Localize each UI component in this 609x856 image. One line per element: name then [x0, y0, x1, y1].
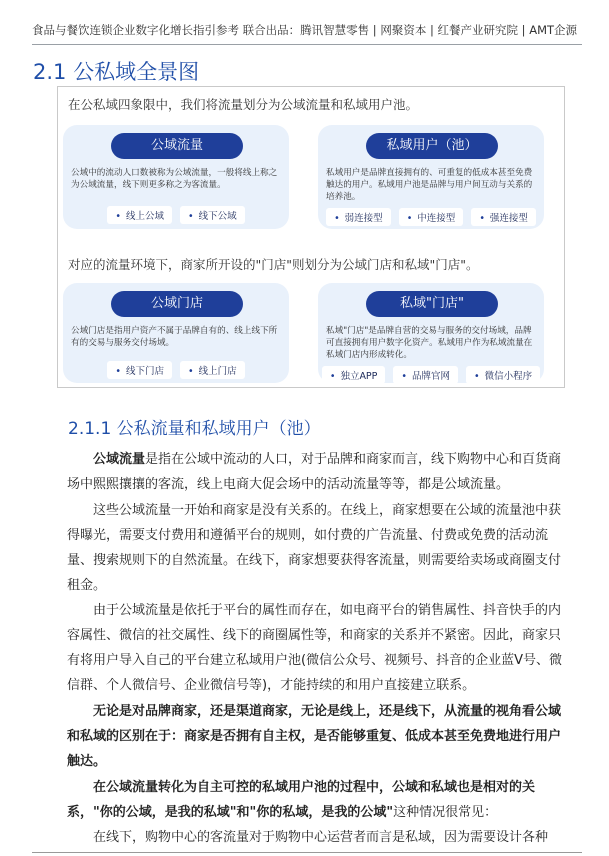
- paragraph-text: 这种情况很常见：: [393, 805, 498, 820]
- tag-item: • 强连接型: [471, 208, 536, 226]
- card-description: 公域门店是指用户资产不属于品牌自有的、线上线下所有的交易与服务交付场域。: [71, 326, 278, 348]
- paragraph-3: 由于公域流量是依托于平台的属性而存在，如电商平台的销售属性、抖音快手的内容属性、微信的社交属性、线下的商圈属性等，和商家的关系并不紧密。因此，商家只有将用户导入自己的平台建立私域用户池(微信公众号、视频号、抖音的企业蓝V号、微信群、个人微信号、企业微信号等)，才能持续的和用户直接建立联系。: [67, 603, 562, 693]
- paragraph-2: 这些公域流量一开始和商家是没有关系的。在线上，商家想要在公域的流量池中获得曝光，需要支付费用和遵循平台的规则，如付费的广告流量、付费或免费的活动流量、搜索规则下的自然流量。在线下，商家想要获得客流量，则需要给卖场或商圈支付租金。: [67, 503, 562, 593]
- tag-item: • 线上门店: [180, 361, 245, 379]
- header-divider: [32, 44, 582, 45]
- tag-item: • 独立APP: [322, 366, 386, 384]
- paragraph-6: 在线下，购物中心的客流量对于购物中心运营者而言是私域，因为需要设计各种: [93, 830, 549, 845]
- tag-item: • 线上公域: [107, 206, 172, 224]
- card-tags: [318, 366, 544, 384]
- section-title: 2.1 公私域全景图: [33, 60, 200, 84]
- subsection-title: 2.1.1 公私流量和私域用户（池）: [68, 419, 321, 439]
- card-title: 私域用户（池）: [366, 133, 498, 159]
- paragraph-text: 是指在公域中流动的人口，对于品牌和商家而言，线下购物中心和百货商场中熙熙攘攘的客流，线上电商大促会场中的活动流量等等，都是公域流量。: [67, 452, 562, 492]
- tag-item: • 线下门店: [107, 361, 172, 379]
- card-public-traffic: [63, 125, 289, 229]
- card-tags: [318, 208, 544, 226]
- emphasis-bold: 在公域流量转化为自主可控的私域用户池的过程中，公域和私域也是相对的关系，"你的公域，是我的私域"和"你的私域，是我的公域": [67, 780, 536, 820]
- tag-item: • 线下公域: [180, 206, 245, 224]
- card-public-store: [63, 283, 289, 383]
- card-private-users: [318, 125, 544, 229]
- card-title: 公域流量: [111, 133, 243, 159]
- intro-text-1: 在公私域四象限中，我们将流量划分为公域流量和私域用户池。: [68, 97, 419, 112]
- tag-item: • 弱连接型: [326, 208, 391, 226]
- card-private-store: [318, 283, 544, 383]
- card-title: 公域门店: [111, 291, 243, 317]
- tag-item: • 品牌官网: [393, 366, 458, 384]
- tag-item: • 微信小程序: [466, 366, 540, 384]
- card-tags: [63, 361, 289, 379]
- term-bold: 公域流量: [93, 452, 146, 467]
- card-description: 公域中的流动人口数被称为公域流量，一般将线上称之为公域流量，线下则更多称之为客流量。: [71, 168, 278, 190]
- paragraph-5: [67, 775, 572, 825]
- card-description: 私域"门店"是品牌自营的交易与服务的交付场域，品牌可直接拥有用户数字化资产。私域用户作为私域流量在私域门店内形成转化。: [326, 326, 533, 360]
- card-tags: [63, 206, 289, 224]
- intro-text-2: 对应的流量环境下，商家所开设的"门店"则划分为公域门店和私域"门店"。: [68, 257, 479, 272]
- paragraph-4: 无论是对品牌商家，还是渠道商家，无论是线上，还是线下，从流量的视角看公域和私域的区别在于：商家是否拥有自主权，是否能够重复、低成本甚至免费地进行用户触达。: [67, 704, 562, 769]
- card-description: 私域用户是品牌直接拥有的、可重复的低成本甚至免费触达的用户。私域用户池是品牌与用户间互动与关系的培养池。: [326, 168, 533, 202]
- paragraph-1: [67, 447, 572, 497]
- bottom-divider: [32, 852, 582, 853]
- card-title: 私域"门店": [366, 291, 498, 317]
- tag-item: • 中连接型: [399, 208, 464, 226]
- page-header: 食品与餐饮连锁企业数字化增长指引参考 联合出品：腾讯智慧零售 | 网聚资本 | 红餐产业研究院 | AMT企源: [32, 23, 578, 37]
